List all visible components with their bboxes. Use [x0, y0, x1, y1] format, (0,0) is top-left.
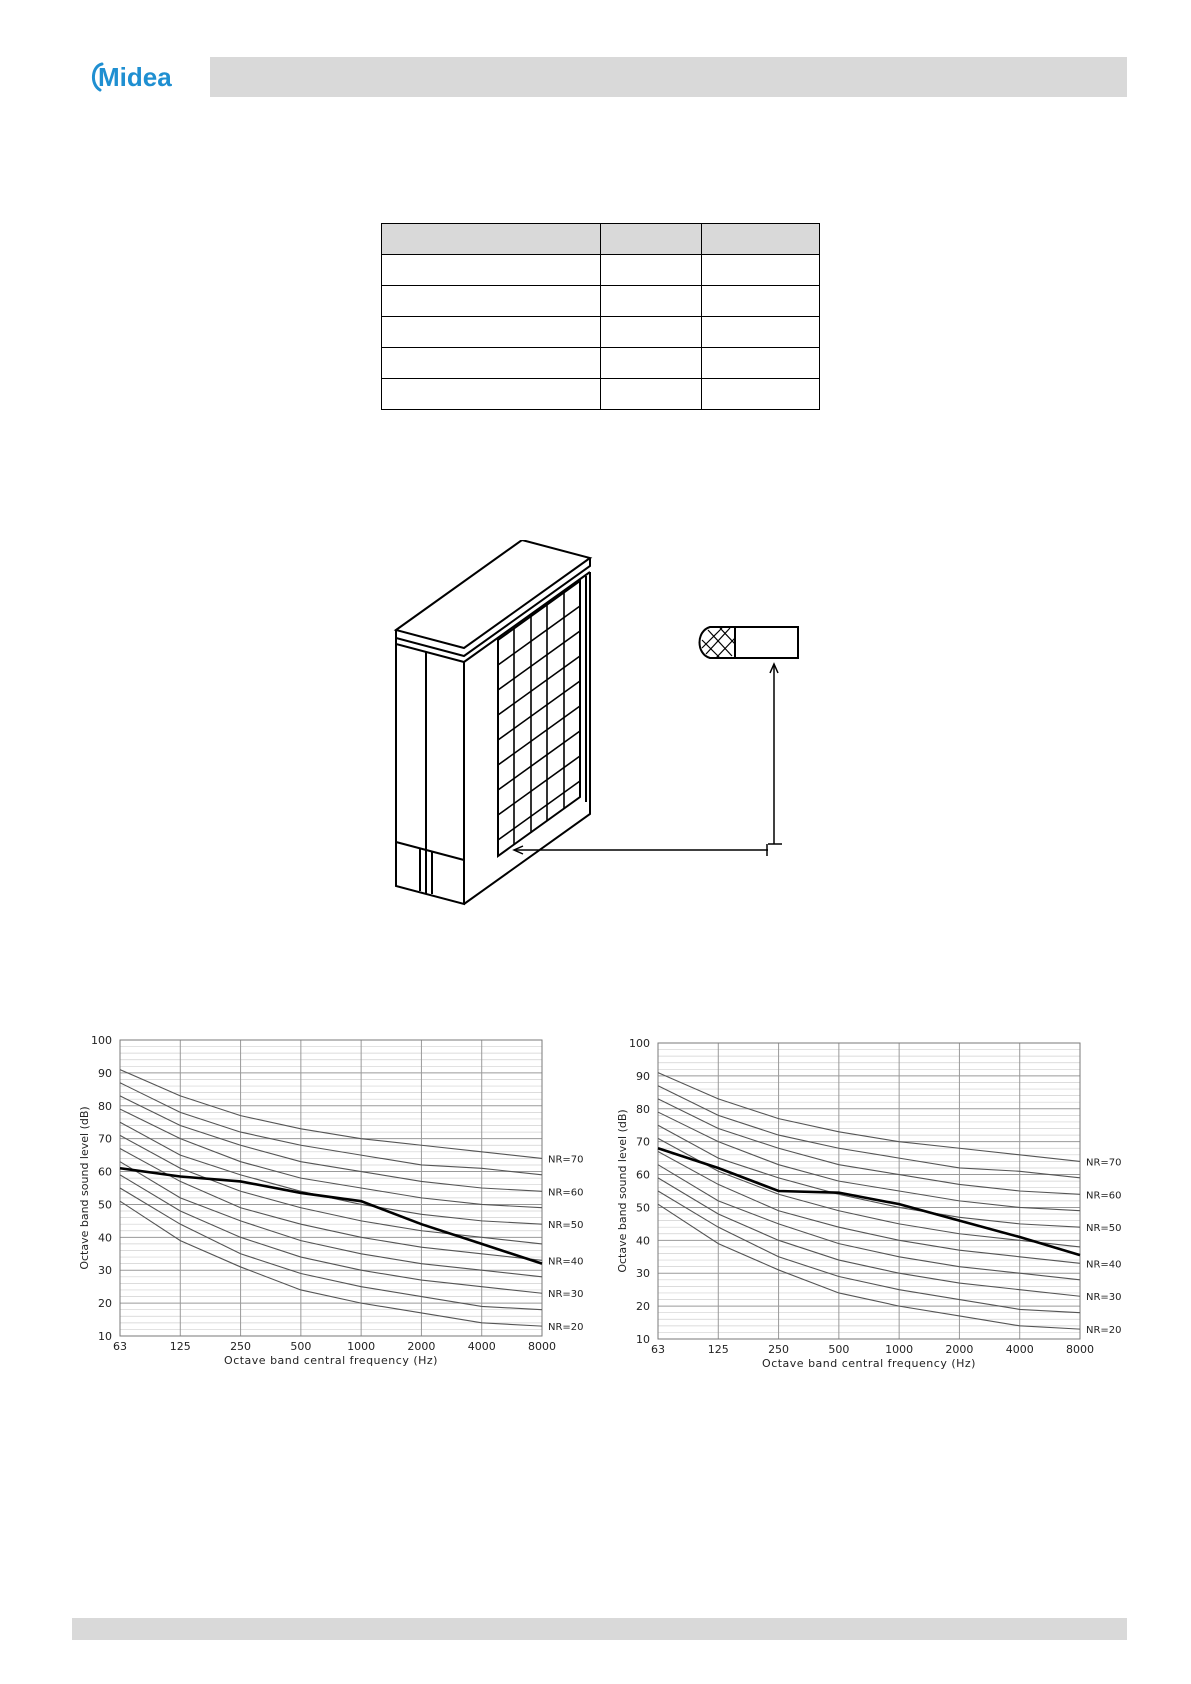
y-tick-label: 40 — [98, 1231, 112, 1245]
y-tick-label: 50 — [98, 1198, 112, 1212]
x-tick-label: 63 — [651, 1343, 665, 1356]
x-tick-label: 500 — [290, 1340, 312, 1353]
y-tick-label: 90 — [636, 1069, 650, 1083]
y-tick-label: 60 — [98, 1165, 112, 1179]
table-cell — [702, 348, 820, 379]
x-tick-label: 4000 — [467, 1340, 496, 1353]
spec-table — [381, 223, 820, 410]
nr-chart-right — [610, 1033, 1130, 1383]
nr-label: NR=70 — [1086, 1157, 1122, 1169]
table-cell — [382, 255, 601, 286]
table-header-row — [382, 224, 820, 255]
x-tick-label: 2000 — [945, 1343, 974, 1356]
y-tick-label: 20 — [98, 1297, 112, 1311]
table-cell — [702, 255, 820, 286]
nr-label: NR=30 — [548, 1289, 584, 1301]
nr-curve-25 — [658, 1191, 1080, 1313]
x-tick-label: 1000 — [885, 1343, 914, 1356]
y-tick-label: 10 — [636, 1333, 650, 1346]
nr-curve-60 — [658, 1099, 1080, 1194]
table-cell — [601, 286, 702, 317]
brand-name: Midea — [98, 62, 172, 92]
y-tick-label: 10 — [98, 1330, 112, 1343]
x-tick-label: 250 — [230, 1340, 252, 1353]
x-tick-label: 8000 — [528, 1340, 556, 1353]
x-tick-label: 500 — [828, 1343, 850, 1356]
nr-curve-35 — [120, 1162, 542, 1277]
nr-label: NR=20 — [548, 1322, 584, 1334]
y-tick-label: 20 — [636, 1300, 650, 1314]
nr-label: NR=40 — [548, 1256, 584, 1268]
nr-label: NR=60 — [1086, 1190, 1122, 1202]
x-tick-label: 250 — [768, 1343, 790, 1356]
table-row — [382, 255, 820, 286]
y-axis-label: Octave band sound level (dB) — [78, 1106, 91, 1270]
table-cell — [702, 286, 820, 317]
table-cell — [601, 224, 702, 255]
nr-curve-25 — [120, 1188, 542, 1310]
x-tick-label: 8000 — [1066, 1343, 1094, 1356]
x-axis-label: Octave band central frequency (Hz) — [762, 1357, 976, 1370]
microphone-icon — [700, 627, 799, 658]
y-tick-label: 100 — [91, 1034, 112, 1047]
nr-curve-50 — [658, 1125, 1080, 1227]
table-row — [382, 379, 820, 410]
y-axis-label: Octave band sound level (dB) — [616, 1109, 629, 1273]
table-row — [382, 286, 820, 317]
y-tick-label: 30 — [98, 1264, 112, 1278]
table-cell — [601, 348, 702, 379]
table-cell — [382, 224, 601, 255]
table-cell — [702, 317, 820, 348]
y-tick-label: 80 — [98, 1099, 112, 1113]
table-row — [382, 348, 820, 379]
y-tick-label: 60 — [636, 1168, 650, 1182]
x-tick-label: 2000 — [407, 1340, 436, 1353]
table-cell — [382, 348, 601, 379]
table-row — [382, 317, 820, 348]
nr-label: NR=60 — [548, 1187, 584, 1199]
nr-label: NR=20 — [1086, 1325, 1122, 1337]
measurement-diagram — [390, 540, 820, 910]
table-cell — [601, 379, 702, 410]
table-cell — [601, 255, 702, 286]
y-tick-label: 70 — [98, 1132, 112, 1146]
y-tick-label: 80 — [636, 1102, 650, 1116]
nr-label: NR=50 — [548, 1220, 584, 1232]
nr-chart-left — [72, 1030, 592, 1380]
footer-bar — [72, 1618, 1127, 1640]
x-tick-label: 63 — [113, 1340, 127, 1353]
nr-label: NR=50 — [1086, 1223, 1122, 1235]
table-cell — [702, 224, 820, 255]
y-tick-label: 70 — [636, 1135, 650, 1149]
y-tick-label: 90 — [98, 1066, 112, 1080]
nr-curve-50 — [120, 1122, 542, 1224]
table-cell — [382, 317, 601, 348]
y-tick-label: 30 — [636, 1267, 650, 1281]
x-tick-label: 125 — [169, 1340, 191, 1353]
nr-label: NR=30 — [1086, 1292, 1122, 1304]
x-tick-label: 1000 — [347, 1340, 376, 1353]
x-tick-label: 4000 — [1005, 1343, 1034, 1356]
y-tick-label: 100 — [629, 1037, 650, 1050]
nr-curve-35 — [658, 1165, 1080, 1280]
table-cell — [702, 379, 820, 410]
nr-curve-30 — [120, 1175, 542, 1293]
y-tick-label: 40 — [636, 1234, 650, 1248]
nr-label: NR=70 — [548, 1154, 584, 1166]
table-cell — [601, 317, 702, 348]
y-tick-label: 50 — [636, 1201, 650, 1215]
x-tick-label: 125 — [707, 1343, 729, 1356]
x-axis-label: Octave band central frequency (Hz) — [224, 1354, 438, 1367]
dimension-lines — [514, 664, 782, 856]
table-cell — [382, 379, 601, 410]
header-bar — [210, 57, 1127, 97]
table-cell — [382, 286, 601, 317]
midea-logo — [88, 56, 194, 96]
nr-label: NR=40 — [1086, 1259, 1122, 1271]
